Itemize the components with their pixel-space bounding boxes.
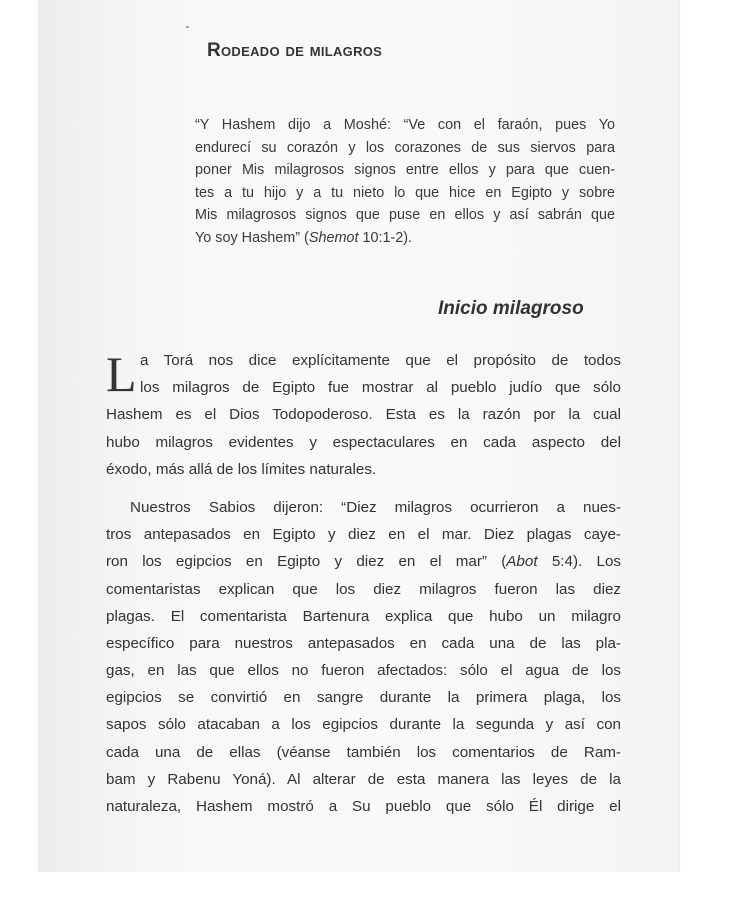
paragraph-line: plagas. El comentarista Bartenura explica que hubo un milagro <box>106 607 621 625</box>
paragraph-line: tros antepasados en Egipto y diez en el mar. Diez plagas caye- <box>106 526 621 544</box>
paragraph-2 <box>106 494 621 820</box>
paragraph-line: bam y Rabenu Yoná). Al alterar de esta manera las leyes de la <box>106 770 621 788</box>
quote-line: “Y Hashem dijo a Moshé: “Ve con el faraón, pues Yo <box>195 117 615 133</box>
page-bottom-margin <box>0 872 729 900</box>
quote-line: tes a tu hijo y a tu nieto lo que hice en Egipto y sobre <box>195 184 615 201</box>
body-text <box>106 347 621 820</box>
paragraph-line: gas, en las que ellos no fueron afectados: sólo el agua de los <box>106 662 621 680</box>
paragraph-line: los milagros de Egipto fue mostrar al pueblo judío que sólo <box>140 379 621 397</box>
epigraph-quote <box>195 114 615 249</box>
quote-line: Mis milagrosos signos que puse en ellos y así sabrán que <box>195 207 615 223</box>
paragraph-line: cada una de ellas (véanse también los comentarios de Ram- <box>106 743 621 761</box>
quote-line-last: Yo soy Hashem” (Shemot 10:1-2). <box>195 229 413 246</box>
paragraph-line: naturaleza, Hashem mostró a Su pueblo que sólo Él dirige el <box>106 798 621 815</box>
paragraph-line: a Torá nos dice explícitamente que el propósito de todos <box>140 352 621 369</box>
paragraph-line: sapos sólo atacaban a los egipcios durante la segunda y así con <box>106 716 621 734</box>
paragraph-line: éxodo, más allá de los límites naturales. <box>106 460 377 478</box>
paragraph-line: egipcios se convirtió en sangre durante la primera plaga, los <box>106 689 621 707</box>
paragraph-line: específico para nuestros antepasados en cada una de las pla- <box>106 634 621 652</box>
paragraph-line: Nuestros Sabios dijeron: “Diez milagros ocurrieron a nues- <box>130 498 621 516</box>
paragraph-line: Hashem es el Dios Todopoderoso. Esta es la razón por la cual <box>106 406 621 424</box>
quote-line: endurecí su corazón y los corazones de sus siervos para <box>195 139 615 156</box>
section-heading: Inicio milagroso <box>438 298 584 319</box>
quote-line: poner Mis milagrosos signos entre ellos y para que cuen- <box>195 162 615 178</box>
drop-cap: L <box>106 346 137 402</box>
chapter-title: Rodeado de milagros <box>207 40 383 61</box>
paragraph-line: hubo milagros evidentes y espectaculares en cada aspecto del <box>106 433 621 451</box>
paragraph-line: ron los egipcios en Egipto y diez en el mar” (Abot 5:4). Los <box>106 553 621 571</box>
paragraph-line: comentaristas explican que los diez milagros fueron las diez <box>106 580 621 598</box>
paper-speck <box>186 26 189 28</box>
